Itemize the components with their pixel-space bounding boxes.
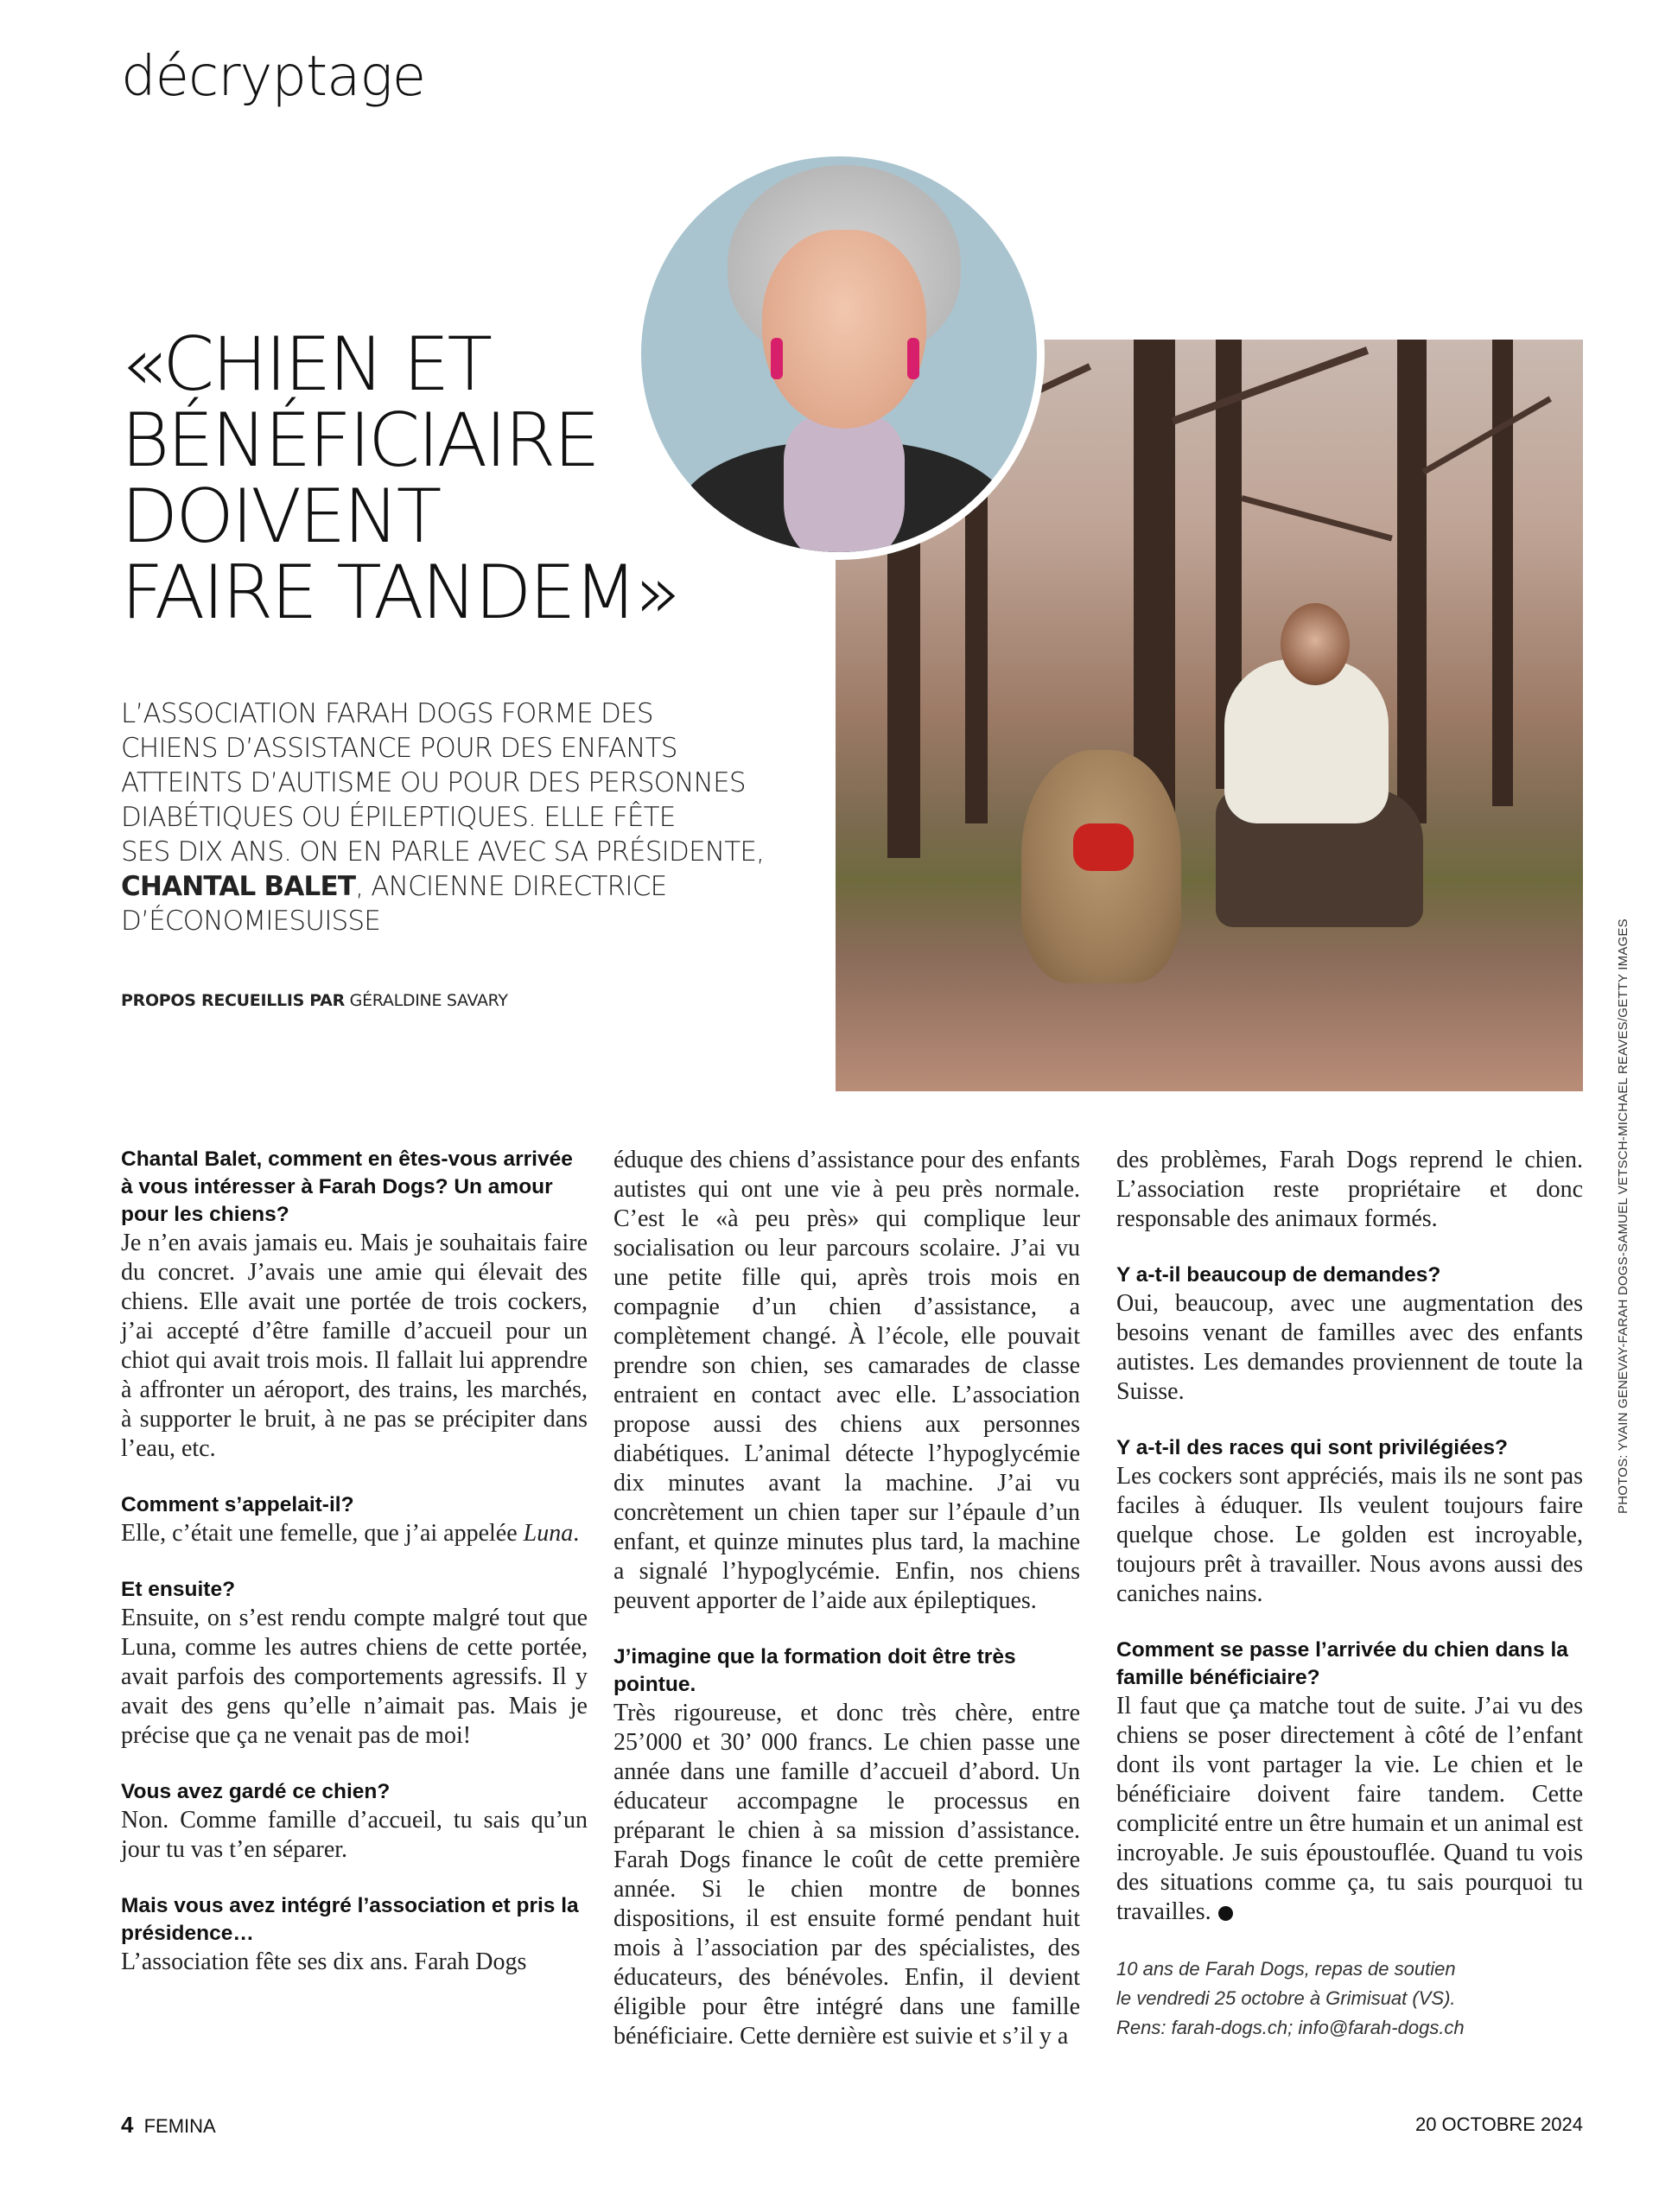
interview-answer: L’association fête ses dix ans. Farah Dogs [121, 1948, 527, 1975]
interview-question: Comment s’appelait-il? [121, 1493, 354, 1516]
interview-question: J’imagine que la formation doit être très pointue. [613, 1645, 1016, 1696]
lede-line: SES DIX ANS. ON EN PARLE AVEC SA PRÉSIDENTE, [121, 836, 765, 868]
answer-text: Elle, c’était une femelle, que j’ai appelée [121, 1520, 524, 1547]
lede [121, 696, 765, 938]
headline-line: BÉNÉFICIAIRE [121, 397, 598, 484]
byline-label: PROPOS RECUEILLIS PAR [121, 991, 345, 1010]
section-tag: décryptage [121, 45, 426, 109]
article-column-2 [613, 1146, 1080, 2062]
event-info [1116, 1955, 1583, 2043]
photo-credit: PHOTOS: YVAIN GENEVAY-FARAH DOGS-SAMUEL VETSCH-MICHAEL REAVES/GETTY IMAGES [1616, 918, 1630, 1514]
lede-line [121, 869, 760, 904]
lede-text: , ANCIENNE DIRECTRICE [355, 871, 667, 902]
byline [121, 991, 508, 1010]
interviewee-name: CHANTAL BALET [121, 871, 356, 902]
interview-answer: Non. Comme famille d’accueil, tu sais qu’un jour tu vas t’en séparer. [121, 1807, 588, 1863]
lede-line: ATTEINTS D’AUTISME OU POUR DES PERSONNES [121, 767, 746, 798]
byline-author: GÉRALDINE SAVARY [349, 991, 508, 1010]
dog-name: Luna [523, 1520, 574, 1547]
interview-question: Et ensuite? [121, 1578, 236, 1601]
interview-question: Y a-t-il beaucoup de demandes? [1116, 1263, 1441, 1287]
article-column-1 [121, 1146, 588, 2062]
interview-question: Chantal Balet, comment en êtes-vous arrivée à vous intéresser à Farah Dogs? Un amour pour les chiens? [121, 1147, 573, 1226]
interview-answer: Très rigoureuse, et donc très chère, entre 25’000 et 30’ 000 francs. Le chien passe une année dans une famille d’accueil d’abord. Un éducateur accompagne le processus en préparant le chien à sa mission d’assistance. Farah Dogs finance le coût de cette première année. Si le chien montre de bonnes dispositions, il est ensuite formé pendant huit mois à l’association par des spécialistes, des éducateurs, des bénévoles. Enfin, il devient éligible pour être intégré dans une famille bénéficiaire. Cette dernière est suivie et s’il y a [613, 1700, 1080, 2050]
interview-answer: éduque des chiens d’assistance pour des enfants autistes qui ont une vie à peu près normale. C’est le «à peu près» qui complique leur socialisation ou leur parcours scolaire. J’ai vu une petite fille qui, après trois mois en compagnie d’un chien d’assistance, a complètement changé. À l’école, elle pouvait prendre son chien, ses camarades de classe entraient en contact avec elle. L’association propose aussi des chiens aux personnes diabétiques. L’animal détecte l’hypoglycémie dix minutes avant la machine. J’ai vu concrètement un chien taper sur l’épaule d’un enfant, et quinze minutes plus tard, la machine a signalé l’hypoglycémie. Enfin, nos chiens peuvent apporter de l’aide aux épileptiques. [613, 1147, 1080, 1614]
event-info-line: Rens: farah-dogs.ch; info@farah-dogs.ch [1116, 2017, 1465, 2038]
event-info-line: 10 ans de Farah Dogs, repas de soutien [1116, 1958, 1456, 1980]
end-mark-icon [1218, 1906, 1233, 1921]
headline-line: «CHIEN ET [121, 321, 491, 408]
interview-answer: Oui, beaucoup, avec une augmentation des besoins venant de familles avec des enfants autistes. Les demandes proviennent de toute la Suisse. [1116, 1290, 1583, 1405]
article-column-3 [1116, 1146, 1583, 2062]
page-number: 4 [121, 2112, 134, 2138]
headline [121, 321, 743, 636]
headline-line: FAIRE TANDEM» [121, 550, 678, 636]
lede-line: D’ÉCONOMIESUISSE [121, 906, 381, 937]
interview-answer: Les cockers sont appréciés, mais ils ne sont pas faciles à éduquer. Ils veulent toujours faire quelque chose. Le golden est incroyable, toujours prêt à travailler. Nous avons aussi des caniches nains. [1116, 1463, 1583, 1607]
headline-line: DOIVENT [121, 474, 440, 560]
magazine-name: FEMINA [143, 2115, 216, 2137]
girl-portrait [1281, 603, 1350, 685]
interview-answer: Ensuite, on s’est rendu compte malgré tout que Luna, comme les autres chiens de cette portée, avait parfois des comportements agressifs. Il y avait des gens qu’elle n’aimait pas. Mais je précise que ça ne venait pas de moi! [121, 1605, 588, 1749]
interview-answer: des problèmes, Farah Dogs reprend le chien. L’association reste propriétaire et donc responsable des animaux formés. [1116, 1147, 1583, 1232]
assistance-vest [1073, 823, 1134, 871]
lede-line: DIABÉTIQUES OU ÉPILEPTIQUES. ELLE FÊTE [121, 802, 676, 833]
footer-folio [121, 2112, 216, 2139]
interview-question: Y a-t-il des races qui sont privilégiées? [1116, 1436, 1508, 1459]
event-info-line: le vendredi 25 octobre à Grimisuat (VS). [1116, 1987, 1456, 2009]
interview-question: Vous avez gardé ce chien? [121, 1780, 391, 1803]
interview-answer: Je n’en avais jamais eu. Mais je souhaitais faire du concret. J’avais une amie qui élevait des chiens. Elle avait une portée de trois cockers, j’ai accepté d’être famille d’accueil pour un chiot qui avait trois mois. Il fallait lui apprendre à affronter un aéroport, des trains, les marchés, à supporter le bruit, à ne pas se précipiter dans l’eau, etc. [121, 1230, 588, 1462]
interview-answer [121, 1519, 588, 1548]
interview-question: Mais vous avez intégré l’association et pris la présidence… [121, 1894, 579, 1945]
answer-text: Il faut que ça matche tout de suite. J’ai vu des chiens se poser directement à côté de l’enfant dont ils vont partager la vie. Le chien et le bénéficiaire doivent faire tandem. Cette complicité entre un être humain et un animal est incroyable. Je suis époustouflée. Quand tu vois des situations comme ça, tu sais pourquoi tu travailles. [1116, 1693, 1583, 1925]
interview-question: Comment se passe l’arrivée du chien dans la famille bénéficiaire? [1116, 1638, 1568, 1689]
lede-line: L’ASSOCIATION FARAH DOGS FORME DES [121, 698, 653, 729]
issue-date: 20 OCTOBRE 2024 [1414, 2113, 1583, 2135]
interview-answer [1116, 1692, 1583, 1927]
lede-line: CHIENS D’ASSISTANCE POUR DES ENFANTS [121, 733, 677, 764]
answer-text: . [573, 1520, 580, 1547]
